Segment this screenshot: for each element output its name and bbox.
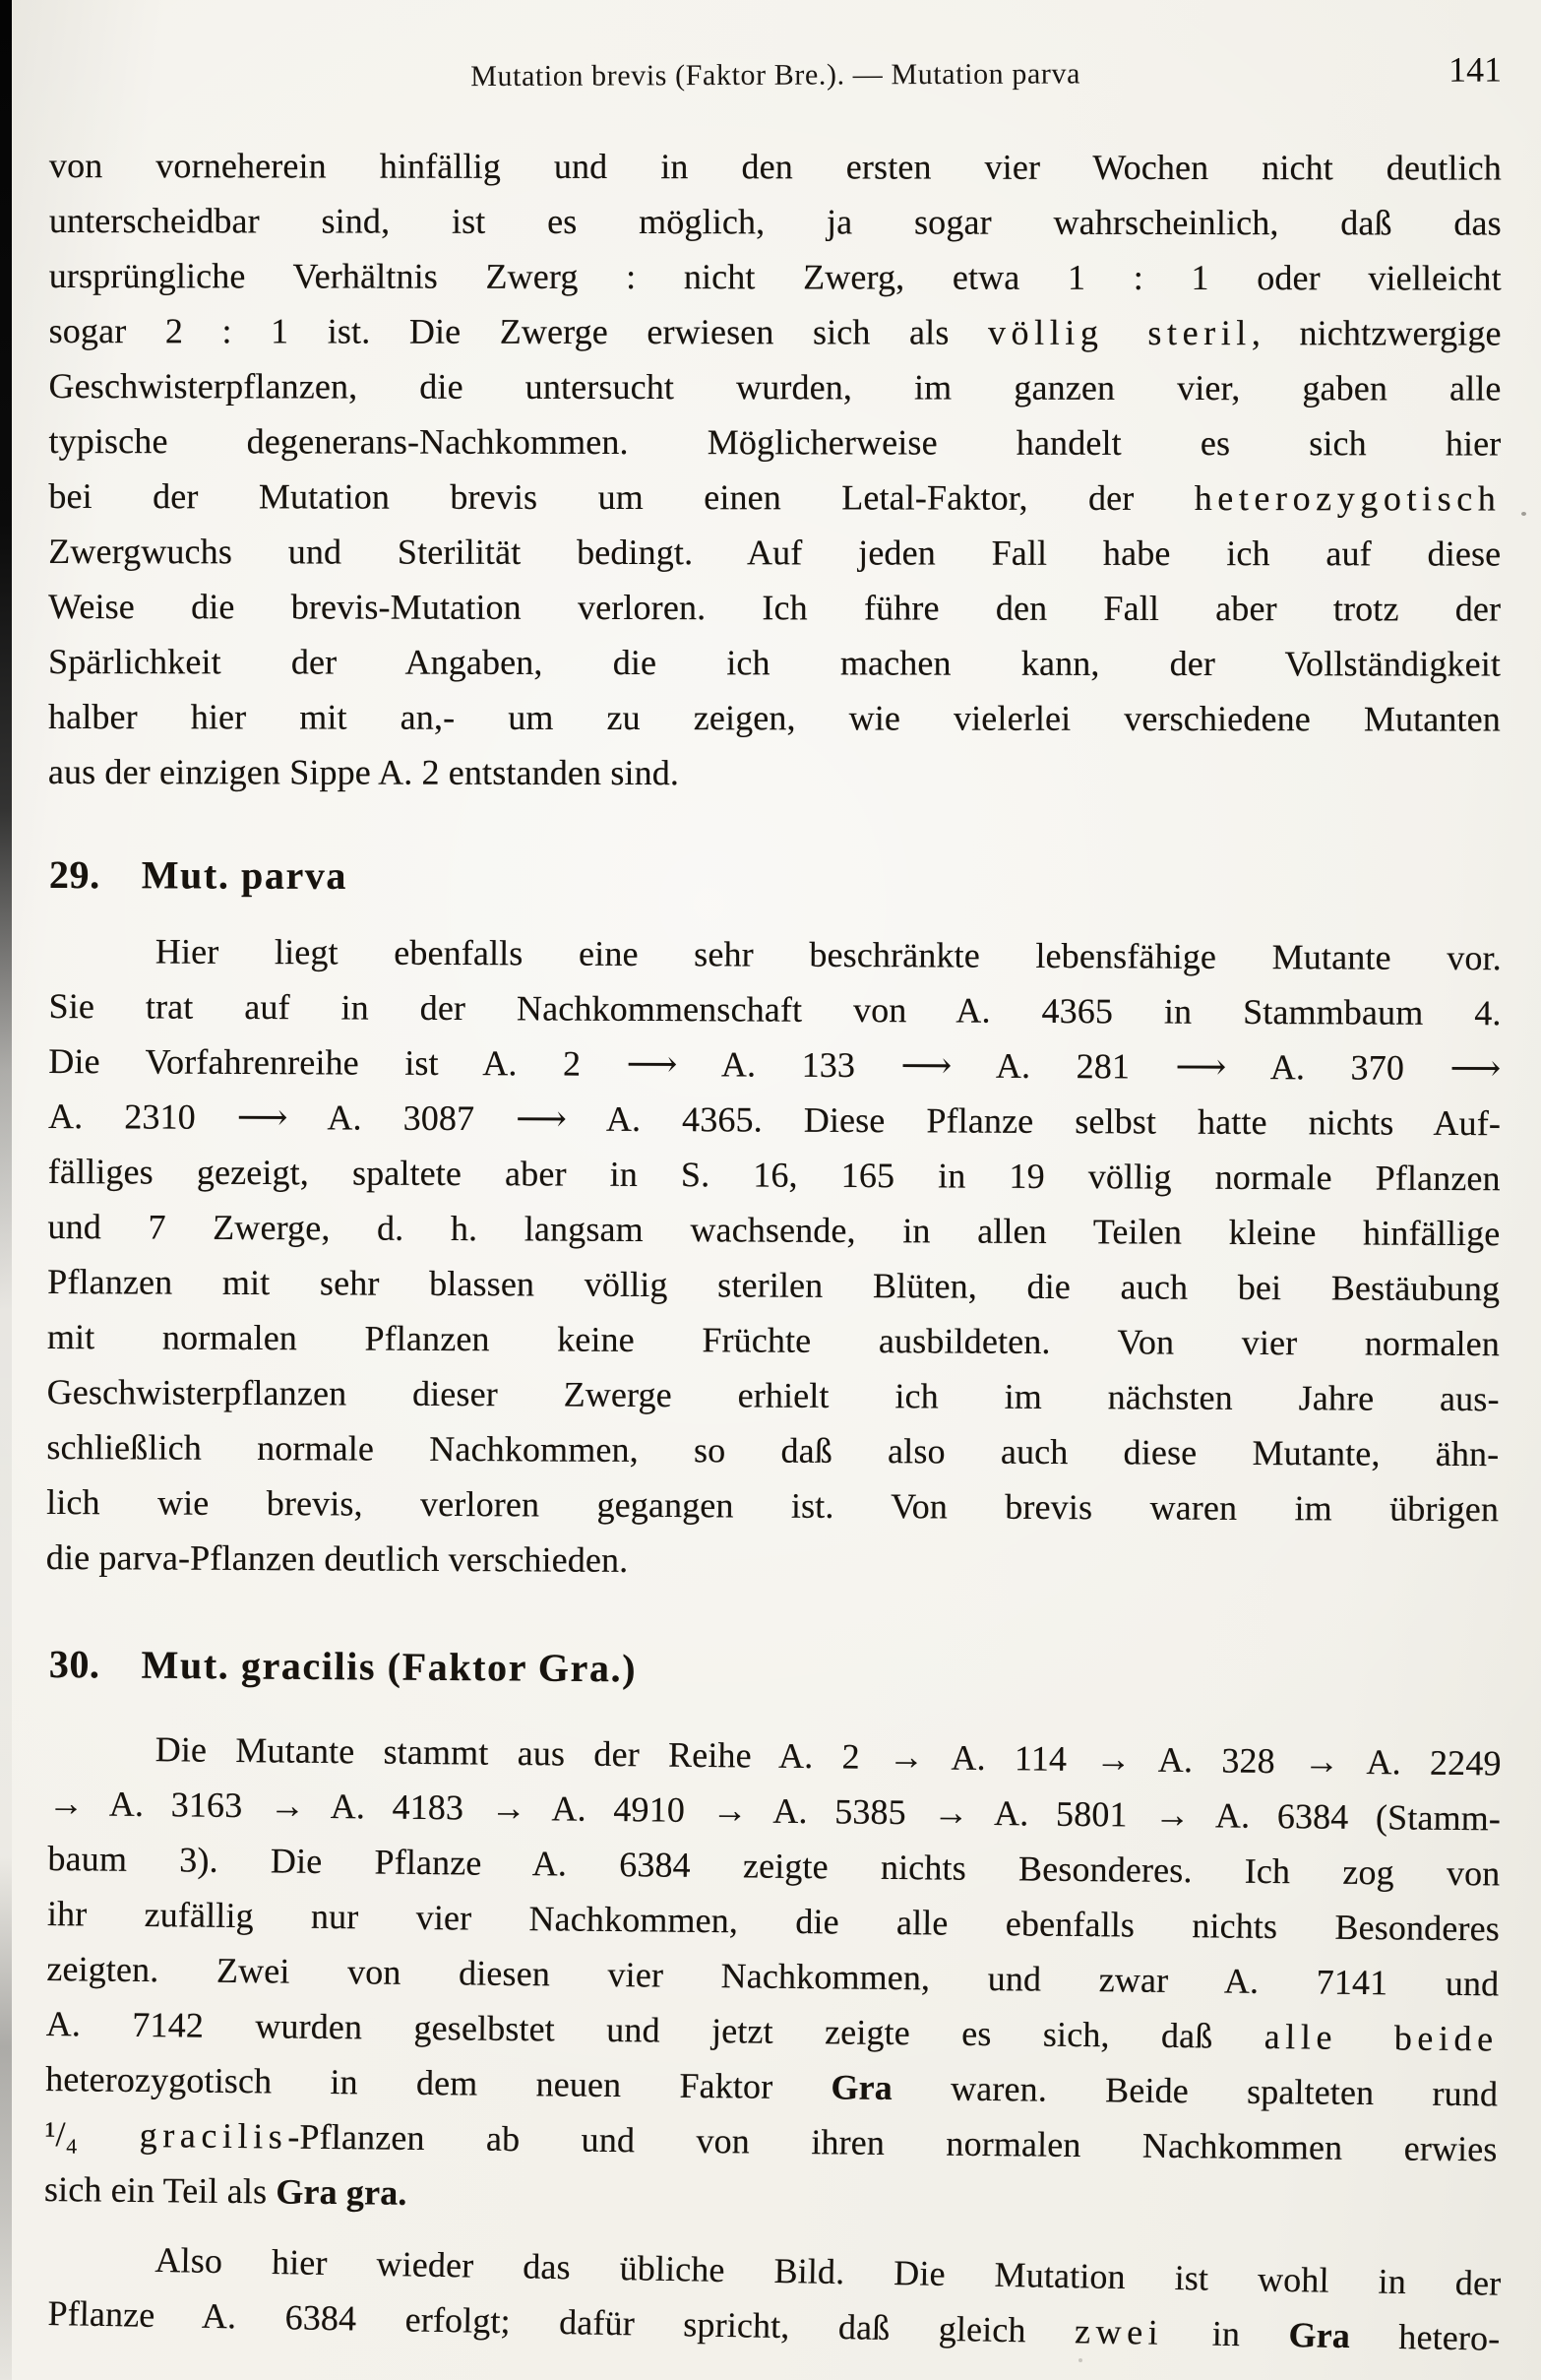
text-line <box>48 413 1501 471</box>
paragraph <box>44 1721 1502 2231</box>
text-run: ihr zufällig nur vier Nachkommen, die alle ebenfalls nichts Besonderes <box>46 1893 1501 1949</box>
text-line <box>48 1033 1501 1096</box>
paragraph <box>46 923 1502 1592</box>
scan-speck <box>1079 2358 1082 2362</box>
text-run: sogar 2 : 1 ist. Die Zwerge erwiesen sich als <box>48 310 989 352</box>
emphasis-spaced: völlig steril <box>987 312 1252 353</box>
text-run: heterozygotisch in dem neuen Faktor <box>44 2058 832 2107</box>
text-run: waren. Beide spalteten rund <box>892 2067 1499 2114</box>
text-run: -Pflanzen ab und von ihren normalen Nachkommen erwies <box>287 2116 1498 2169</box>
text-run: in <box>1162 2312 1289 2354</box>
text-run: Hier liegt ebenfalls eine sehr beschränkte lebensfähige Mutante vor. <box>154 931 1502 978</box>
running-head <box>49 49 1502 96</box>
paragraph <box>48 138 1502 802</box>
text-run: von vorneherein hinfällig und in den ersten vier Wochen nicht deutlich <box>48 145 1502 188</box>
text-line <box>47 1254 1500 1316</box>
text-line <box>49 138 1502 196</box>
heading-title: Mut. parva <box>141 852 348 898</box>
text-run: → A. 3163 → A. 4183 → A. 4910 → A. 5385 → A. 5801 → A. 6384 (Stamm- <box>47 1783 1502 1839</box>
text-line <box>48 689 1501 747</box>
text-run: mit normalen Pflanzen keine Früchte ausbildeten. Von vier normalen <box>46 1316 1501 1364</box>
text-line <box>48 579 1501 637</box>
text-run: hetero- <box>1349 2316 1501 2358</box>
emphasis-bold: Gra gra. <box>276 2171 407 2213</box>
text-run: lich wie brevis, verloren gegangen ist. Von brevis waren im übrigen <box>46 1481 1500 1530</box>
text-line <box>48 634 1501 692</box>
text-line <box>47 1309 1500 1371</box>
heading-title: Mut. gracilis (Faktor Gra.) <box>141 1642 638 1691</box>
text-line <box>49 923 1502 985</box>
text-line <box>49 248 1502 306</box>
running-head-title: Mutation brevis (Faktor Bre.). — Mutation parva <box>470 57 1081 94</box>
text-run: , nichtzwergige <box>1251 313 1502 353</box>
page-number: 141 <box>1448 49 1503 90</box>
paragraph <box>47 2230 1502 2366</box>
emphasis-spaced: alle beide <box>1264 2016 1499 2059</box>
text-run: fälliges gezeigt, spaltete aber in S. 16, 165 in 19 völlig normale Pflanzen <box>47 1151 1501 1199</box>
text-run: Die Mutante stammt aus der Reihe A. 2 → A. 114 → A. 328 → A. 2249 <box>154 1729 1502 1784</box>
text-line <box>49 303 1502 361</box>
text-line <box>48 1089 1501 1151</box>
emphasis-spaced: gracilis <box>139 2114 288 2157</box>
text-run: typische degenerans-Nachkommen. Möglicherweise handelt es sich hier <box>48 420 1502 464</box>
text-run: aus der einzigen Sippe A. 2 entstanden sind. <box>47 751 680 793</box>
heading-number: 30. <box>48 1642 100 1687</box>
text-run: A. 2310 ⟶ A. 3087 ⟶ A. 4365. Diese Pflanze selbst hatte nichts Auf- <box>47 1096 1502 1144</box>
text-line <box>48 978 1501 1040</box>
text-run: Zwergwuchs und Sterilität bedingt. Auf jeden Fall habe ich auf diese <box>48 531 1502 574</box>
text-run: Pflanze A. 6384 erfolgt; dafür spricht, daß gleich <box>47 2292 1076 2351</box>
emphasis-bold: Gra <box>831 2067 894 2107</box>
heading-number: 29. <box>48 852 100 898</box>
text-run: zeigten. Zwei von diesen vier Nachkommen, und zwar A. 7141 und <box>46 1948 1500 2004</box>
text-line <box>48 744 1501 802</box>
text-line <box>46 1474 1499 1536</box>
text-line <box>46 1530 1499 1592</box>
text-run: halber hier mit an,- um zu zeigen, wie vielerlei verschiedene Mutanten <box>47 696 1502 739</box>
section-heading <box>49 850 1502 905</box>
text-line <box>46 1419 1499 1481</box>
text-run: Pflanzen mit sehr blassen völlig sterilen Blüten, die auch bei Bestäubung <box>47 1261 1501 1309</box>
text-line <box>47 1199 1500 1261</box>
text-line <box>48 469 1501 527</box>
text-run: ¹/₄ <box>44 2113 140 2155</box>
text-run: die parva-Pflanzen deutlich verschieden. <box>45 1536 629 1580</box>
text-run: ursprüngliche Verhältnis Zwerg : nicht Zwerg, etwa 1 : 1 oder vielleicht <box>48 255 1502 298</box>
text-run: und 7 Zwerge, d. h. langsam wachsende, in allen Teilen kleine hinfällige <box>47 1206 1501 1254</box>
emphasis-spaced: heterozygotisch <box>1194 478 1502 519</box>
text-line <box>47 1364 1500 1426</box>
text-run: Geschwisterpflanzen dieser Zwerge erhielt ich im nächsten Jahre aus- <box>46 1371 1500 1419</box>
text-run: Spärlichkeit der Angaben, die ich machen kann, der Vollständigkeit <box>48 641 1502 684</box>
text-run: sich ein Teil als <box>43 2168 277 2212</box>
text-run: Die Vorfahrenreihe ist A. 2 ⟶ A. 133 ⟶ A. 281 ⟶ A. 370 ⟶ <box>48 1040 1502 1089</box>
text-run: bei der Mutation brevis um einen Letal-Faktor, der <box>48 475 1195 519</box>
text-run: schließlich normale Nachkommen, so daß also auch diese Mutante, ähn- <box>46 1426 1500 1474</box>
page-body <box>43 138 1502 2358</box>
text-line <box>49 358 1502 416</box>
text-run: A. 7142 wurden geselbstet und jetzt zeigte es sich, daß <box>45 2003 1264 2056</box>
text-line <box>48 524 1501 582</box>
emphasis-bold: Gra <box>1288 2315 1351 2356</box>
text-run: Geschwisterpflanzen, die untersucht wurden, im ganzen vier, gaben alle <box>48 365 1502 408</box>
text-run: baum 3). Die Pflanze A. 6384 zeigte nichts Besonderes. Ich zog von <box>47 1838 1501 1894</box>
text-run: Also hier wieder das übliche Bild. Die Mutation ist wohl in der <box>154 2239 1502 2303</box>
text-run: Weise die brevis-Mutation verloren. Ich führe den Fall aber trotz der <box>48 586 1502 629</box>
text-run: unterscheidbar sind, ist es möglich, ja sogar wahrscheinlich, daß das <box>48 200 1502 243</box>
emphasis-spaced: zwei <box>1074 2311 1164 2352</box>
text-run: Sie trat auf in der Nachkommenschaft von A. 4365 in Stammbaum 4. <box>48 985 1502 1033</box>
text-line <box>48 1144 1501 1206</box>
section-heading <box>49 1640 1502 1700</box>
text-line <box>49 193 1502 251</box>
